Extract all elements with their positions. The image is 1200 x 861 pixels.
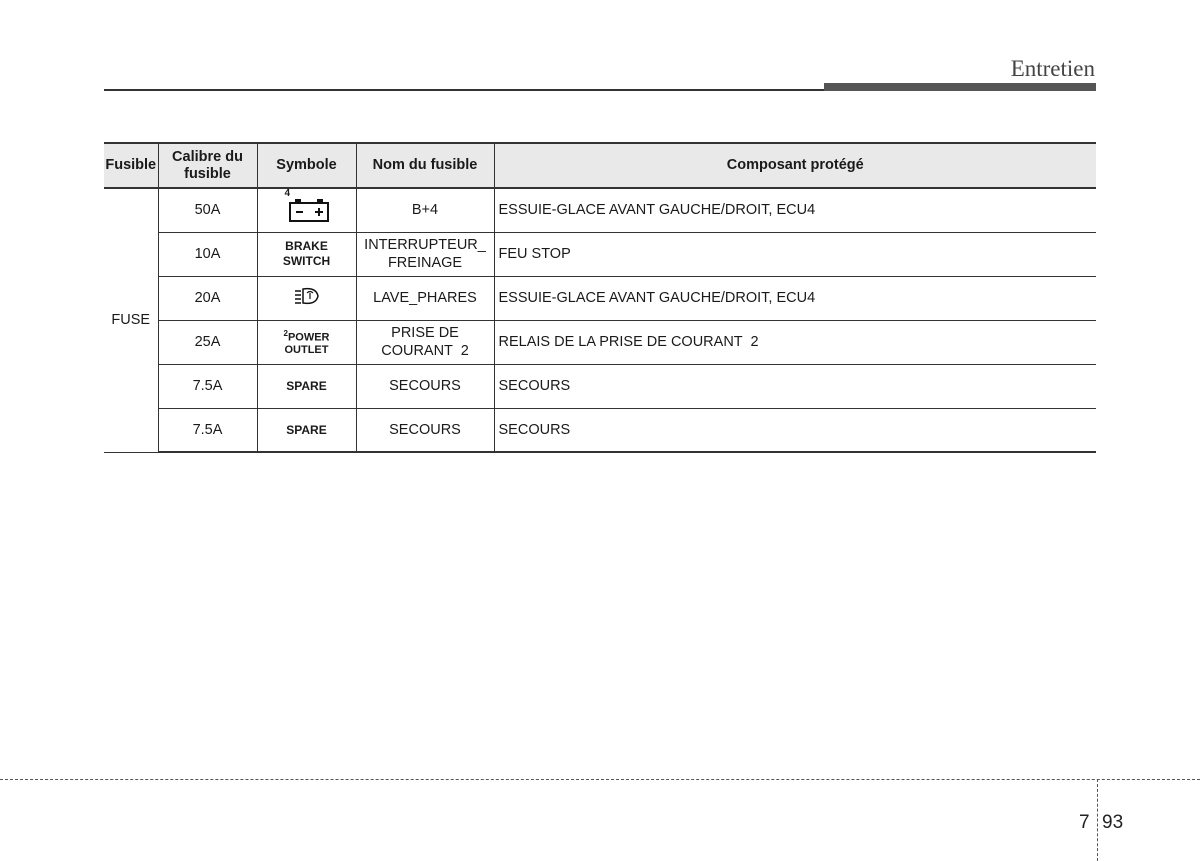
table-row	[104, 408, 1096, 452]
symbol-text	[283, 239, 330, 269]
calibre-cell: 25A	[158, 320, 257, 364]
symbol-cell	[257, 232, 356, 276]
component-cell: SECOURS	[494, 408, 1096, 452]
fuse-name-line2: FREINAGE	[387, 255, 463, 271]
symbol-line1: BRAKE	[285, 239, 328, 253]
calibre-cell: 20A	[158, 276, 257, 320]
calibre-cell: 10A	[158, 232, 257, 276]
table-row	[104, 188, 1096, 232]
header-fusible: Fusible	[104, 143, 158, 188]
calibre-cell: 50A	[158, 188, 257, 232]
component-cell: ESSUIE-GLACE AVANT GAUCHE/DROIT, ECU4	[494, 188, 1096, 232]
component-cell: ESSUIE-GLACE AVANT GAUCHE/DROIT, ECU4	[494, 276, 1096, 320]
symbol-cell	[257, 320, 356, 364]
symbol-number: 2	[283, 328, 288, 338]
header-composant: Composant protégé	[494, 143, 1096, 188]
section-title: Entretien	[1010, 56, 1095, 81]
symbol-cell	[257, 364, 356, 408]
symbol-cell	[257, 408, 356, 452]
fuse-name-cell: LAVE_PHARES	[356, 276, 494, 320]
header-symbole: Symbole	[257, 143, 356, 188]
battery-icon	[289, 198, 329, 222]
page-number: 93	[1102, 812, 1124, 833]
symbol-line2: SWITCH	[282, 254, 331, 268]
header-calibre	[158, 143, 257, 188]
component-cell: RELAIS DE LA PRISE DE COURANT 2	[494, 320, 1096, 364]
fuse-name-line1: INTERRUPTEUR_	[364, 237, 486, 253]
calibre-cell: 7.5A	[158, 364, 257, 408]
table-row	[104, 276, 1096, 320]
fuse-name-cell: B+4	[356, 188, 494, 232]
table-row	[104, 320, 1096, 364]
fuse-name-cell: SECOURS	[356, 364, 494, 408]
symbol-text: SPARE	[286, 379, 327, 393]
header-rule	[104, 89, 824, 91]
fuse-name-cell	[356, 320, 494, 364]
chapter-number: 7	[1079, 812, 1090, 833]
header-calibre-label: Calibre du fusible	[172, 148, 243, 182]
symbol-text: SPARE	[286, 422, 327, 437]
headlamp-washer-icon	[294, 286, 320, 306]
symbol-number: 4	[284, 188, 291, 200]
fuse-name-cell	[356, 232, 494, 276]
battery-symbol	[283, 190, 331, 226]
fuse-name-line2: COURANT 2	[381, 343, 469, 359]
table-row	[104, 232, 1096, 276]
fuse-name-cell: SECOURS	[356, 408, 494, 452]
header-nom: Nom du fusible	[356, 143, 494, 188]
footer-page-divider	[1097, 779, 1098, 861]
header-rule-accent	[824, 83, 1096, 91]
symbol-line2: OUTLET	[284, 344, 329, 357]
fuse-group-label: FUSE	[104, 188, 158, 452]
fuse-name-line1: PRISE DE	[391, 325, 459, 341]
footer-divider	[0, 779, 1200, 780]
component-cell: SECOURS	[494, 364, 1096, 408]
symbol-cell	[257, 276, 356, 320]
component-cell: FEU STOP	[494, 232, 1096, 276]
symbol-text	[283, 327, 329, 358]
symbol-cell	[257, 188, 356, 232]
fuse-table	[104, 142, 1096, 453]
symbol-line1: POWER	[287, 331, 330, 344]
table-header-row	[104, 143, 1096, 188]
calibre-cell: 7.5A	[158, 408, 257, 452]
table-row	[104, 364, 1096, 408]
